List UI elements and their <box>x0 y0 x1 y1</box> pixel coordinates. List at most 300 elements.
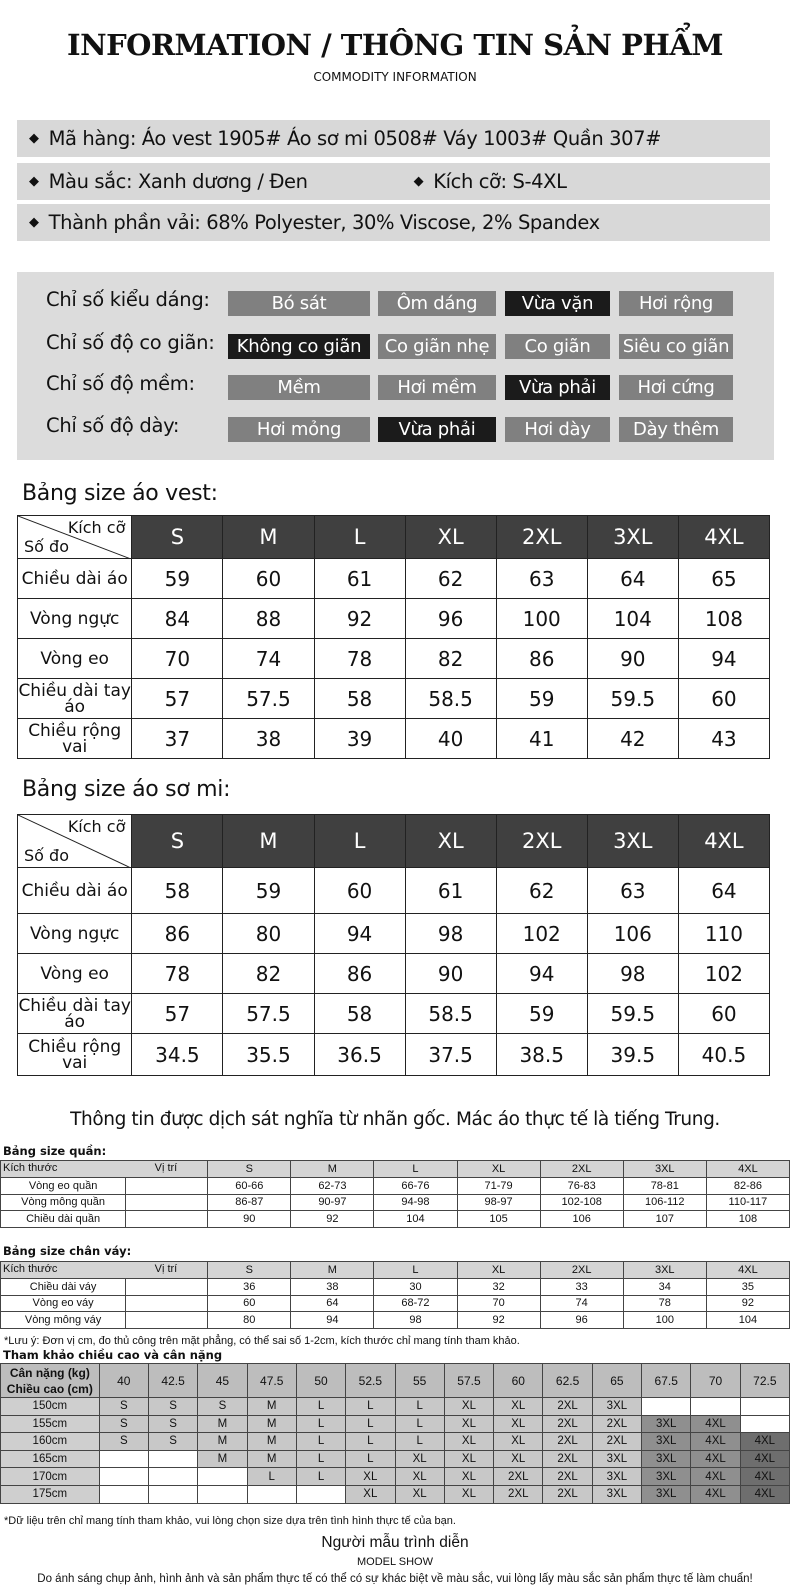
size-cell <box>198 1485 247 1503</box>
row-label: Chiều dài áo <box>18 868 132 914</box>
table-cell: 100 <box>496 599 587 639</box>
table-corner-cell <box>18 516 132 559</box>
row-label: Chiều dài quần <box>1 1211 126 1228</box>
table-cell: 74 <box>223 639 314 679</box>
table-cell: 34.5 <box>132 1034 223 1076</box>
size-cell: XL <box>494 1398 543 1416</box>
size-header-cell: 3XL <box>587 516 678 559</box>
height-weight-table <box>0 1363 790 1504</box>
table-cell: 94 <box>291 1312 374 1329</box>
table-cell: 90-97 <box>291 1194 374 1211</box>
table-cell: 39.5 <box>587 1034 678 1076</box>
index-option: Siêu co giãn <box>619 334 733 359</box>
table-cell: 59 <box>496 679 587 719</box>
table-cell: 63 <box>587 868 678 914</box>
index-option: Không co giãn <box>228 334 370 359</box>
size-cell: 3XL <box>592 1398 641 1416</box>
pants-size-table <box>0 1160 790 1228</box>
table-cell: 68-72 <box>374 1295 457 1312</box>
size-header-cell: L <box>314 516 405 559</box>
empty-cell <box>126 1278 208 1295</box>
info-code-row <box>17 120 770 157</box>
index-option: Bó sát <box>228 291 370 316</box>
table-cell: 64 <box>587 559 678 599</box>
corner-right-label: Vị trí <box>154 1162 178 1174</box>
table-cell: 86 <box>496 639 587 679</box>
size-cell: L <box>247 1468 296 1486</box>
table-cell: 104 <box>587 599 678 639</box>
table-row <box>18 868 770 914</box>
table-cell: 61 <box>314 559 405 599</box>
weight-header-row <box>1 1364 790 1398</box>
size-cell: XL <box>444 1450 493 1468</box>
table-cell: 78 <box>314 639 405 679</box>
size-header-cell: 2XL <box>540 1161 623 1178</box>
size-cell: 4XL <box>691 1433 740 1451</box>
table-cell: 38.5 <box>496 1034 587 1076</box>
table-cell: 84 <box>132 599 223 639</box>
table-row <box>18 719 770 759</box>
table-cell: 110-117 <box>706 1194 789 1211</box>
empty-cell <box>126 1194 208 1211</box>
size-header-cell: M <box>223 815 314 868</box>
size-cell: 2XL <box>543 1433 592 1451</box>
size-cell: L <box>346 1433 395 1451</box>
table-cell: 94 <box>496 954 587 994</box>
table-cell: 86 <box>314 954 405 994</box>
size-cell: 3XL <box>642 1450 691 1468</box>
index-option: Vừa phải <box>505 375 610 400</box>
table-cell: 59 <box>132 559 223 599</box>
table-cell: 92 <box>457 1312 540 1329</box>
size-header-cell: 4XL <box>706 1262 789 1279</box>
table-cell: 37 <box>132 719 223 759</box>
table-cell: 80 <box>223 914 314 954</box>
size-header-cell: 4XL <box>678 516 769 559</box>
table-cell: 80 <box>208 1312 291 1329</box>
size-cell: 3XL <box>642 1415 691 1433</box>
info-color: Màu sắc: Xanh dương / Đen <box>48 170 308 193</box>
size-cell: L <box>346 1415 395 1433</box>
size-cell: M <box>247 1433 296 1451</box>
table-row <box>18 914 770 954</box>
table-cell: 96 <box>540 1312 623 1329</box>
table-cell: 60 <box>678 994 769 1034</box>
info-code: Mã hàng: Áo vest 1905# Áo sơ mi 0508# Váy 1003# Quần 307# <box>48 127 662 150</box>
size-header-cell: S <box>208 1161 291 1178</box>
height-label: 175cm <box>1 1485 100 1503</box>
size-cell: 4XL <box>740 1485 789 1503</box>
size-header-cell: 3XL <box>587 815 678 868</box>
corner-bottom-label: Số đo <box>24 846 69 865</box>
table-cell: 107 <box>623 1211 706 1228</box>
size-cell: L <box>296 1433 345 1451</box>
size-cell: S <box>148 1398 197 1416</box>
index-option: Hơi mỏng <box>228 417 370 442</box>
table-cell: 59 <box>223 868 314 914</box>
shirt-size-table <box>17 814 770 1076</box>
size-header-cell: 3XL <box>623 1262 706 1279</box>
size-cell: 3XL <box>592 1468 641 1486</box>
row-label: Vòng mông váy <box>1 1312 126 1329</box>
weight-header-cell: 55 <box>395 1364 444 1398</box>
empty-cell <box>126 1211 208 1228</box>
weight-header-cell: 52.5 <box>346 1364 395 1398</box>
empty-cell <box>126 1312 208 1329</box>
table-cell: 78 <box>132 954 223 994</box>
table-cell: 105 <box>457 1211 540 1228</box>
size-cell: 2XL <box>543 1415 592 1433</box>
table-cell: 94-98 <box>374 1194 457 1211</box>
row-label: Vòng mông quần <box>1 1194 126 1211</box>
table-cell: 57 <box>132 994 223 1034</box>
size-header-cell: XL <box>457 1262 540 1279</box>
size-cell: 4XL <box>740 1433 789 1451</box>
table-row <box>18 559 770 599</box>
skirt-size-title: Bảng size chân váy: <box>3 1244 132 1258</box>
size-header-row <box>18 516 770 559</box>
table-cell: 102 <box>678 954 769 994</box>
size-cell: S <box>148 1415 197 1433</box>
weight-header-cell: 42.5 <box>148 1364 197 1398</box>
size-header-cell: S <box>132 815 223 868</box>
table-cell: 60 <box>208 1295 291 1312</box>
model-show-subtitle: MODEL SHOW <box>357 1556 433 1568</box>
height-label: 155cm <box>1 1415 100 1433</box>
table-cell: 58.5 <box>405 994 496 1034</box>
table-cell: 35 <box>706 1278 789 1295</box>
size-cell: 4XL <box>691 1415 740 1433</box>
table-cell: 62-73 <box>291 1177 374 1194</box>
table-cell: 92 <box>706 1295 789 1312</box>
table-cell: 38 <box>291 1278 374 1295</box>
table-cell: 94 <box>314 914 405 954</box>
size-cell: L <box>296 1468 345 1486</box>
height-weight-title: Tham khảo chiều cao và cân nặng <box>3 1348 223 1362</box>
table-row <box>1 1450 790 1468</box>
table-cell: 70 <box>457 1295 540 1312</box>
table-row <box>18 639 770 679</box>
corner-bottom-label: Chiều cao (cm) <box>6 1381 93 1396</box>
table-cell: 58.5 <box>405 679 496 719</box>
table-cell: 60 <box>314 868 405 914</box>
size-cell <box>740 1415 789 1433</box>
size-cell: 3XL <box>592 1450 641 1468</box>
size-cell: XL <box>346 1468 395 1486</box>
index-option: Hơi dày <box>505 417 610 442</box>
empty-cell <box>126 1177 208 1194</box>
size-header-cell: M <box>223 516 314 559</box>
index-option: Co giãn <box>505 334 610 359</box>
table-cell: 62 <box>496 868 587 914</box>
table-row <box>18 599 770 639</box>
size-cell: 4XL <box>691 1468 740 1486</box>
table-row <box>1 1415 790 1433</box>
weight-header-cell: 50 <box>296 1364 345 1398</box>
table-corner-cell <box>18 815 132 868</box>
index-option: Mềm <box>228 375 370 400</box>
row-label: Vòng ngực <box>18 599 132 639</box>
size-cell: XL <box>494 1450 543 1468</box>
size-header-cell: 3XL <box>623 1161 706 1178</box>
table-cell: 60-66 <box>208 1177 291 1194</box>
size-cell: S <box>99 1415 148 1433</box>
table-cell: 108 <box>678 599 769 639</box>
size-header-cell: L <box>374 1161 457 1178</box>
table-cell: 37.5 <box>405 1034 496 1076</box>
table-cell: 90 <box>587 639 678 679</box>
size-cell: 4XL <box>691 1485 740 1503</box>
table-cell: 92 <box>314 599 405 639</box>
table-cell: 104 <box>374 1211 457 1228</box>
table-cell: 39 <box>314 719 405 759</box>
row-label: Chiều dài tay áo <box>18 995 131 1032</box>
size-cell: M <box>247 1398 296 1416</box>
corner-right-label: Vị trí <box>154 1263 178 1275</box>
table-cell: 42 <box>587 719 678 759</box>
size-header-cell: 2XL <box>496 516 587 559</box>
size-cell: 4XL <box>691 1450 740 1468</box>
table-row <box>1 1398 790 1416</box>
height-label: 165cm <box>1 1450 100 1468</box>
index-option: Hơi mềm <box>378 375 496 400</box>
table-cell: 59.5 <box>587 994 678 1034</box>
row-label: Chiều dài tay áo <box>18 680 131 717</box>
size-cell: XL <box>444 1415 493 1433</box>
size-cell: XL <box>444 1485 493 1503</box>
height-label: 170cm <box>1 1468 100 1486</box>
size-cell: XL <box>494 1433 543 1451</box>
table-cell: 58 <box>132 868 223 914</box>
size-cell <box>148 1450 197 1468</box>
size-cell: 2XL <box>494 1485 543 1503</box>
weight-header-cell: 45 <box>198 1364 247 1398</box>
table-cell: 64 <box>291 1295 374 1312</box>
table-cell: 64 <box>678 868 769 914</box>
weight-header-cell: 60 <box>494 1364 543 1398</box>
size-cell: XL <box>395 1468 444 1486</box>
table-cell: 62 <box>405 559 496 599</box>
size-header-cell: L <box>314 815 405 868</box>
size-cell: L <box>346 1450 395 1468</box>
weight-header-cell: 40 <box>99 1364 148 1398</box>
table-cell: 86 <box>132 914 223 954</box>
height-label: 160cm <box>1 1433 100 1451</box>
size-cell: M <box>198 1415 247 1433</box>
diamond-bullet-icon: ◆ <box>29 131 39 146</box>
table-cell: 57.5 <box>223 679 314 719</box>
size-cell: M <box>247 1450 296 1468</box>
size-cell: XL <box>346 1485 395 1503</box>
info-fabric-row <box>17 204 770 241</box>
table-row <box>1 1312 790 1329</box>
measurement-note: *Lưu ý: Đơn vị cm, đo thủ công trên mặt phẳng, có thể sai số 1-2cm, kích thước chỉ mang tính tham khảo. <box>4 1335 520 1347</box>
size-cell: M <box>247 1415 296 1433</box>
size-header-cell: 4XL <box>678 815 769 868</box>
corner-top-label: Kích cỡ <box>67 518 126 537</box>
size-cell <box>642 1398 691 1416</box>
pants-size-title: Bảng size quần: <box>3 1144 107 1158</box>
table-row <box>1 1194 790 1211</box>
table-row <box>18 679 770 719</box>
table-cell: 40.5 <box>678 1034 769 1076</box>
size-cell: L <box>395 1398 444 1416</box>
table-cell: 35.5 <box>223 1034 314 1076</box>
table-cell: 110 <box>678 914 769 954</box>
corner-bottom-label: Số đo <box>24 537 69 556</box>
table-cell: 32 <box>457 1278 540 1295</box>
size-cell: 4XL <box>740 1450 789 1468</box>
skirt-size-table <box>0 1261 790 1329</box>
row-label: Chiều rộng vai <box>18 719 132 759</box>
shirt-size-title: Bảng size áo sơ mi: <box>22 777 231 802</box>
size-cell: 2XL <box>543 1468 592 1486</box>
table-row <box>18 994 770 1034</box>
table-cell: 57 <box>132 679 223 719</box>
table-cell: 82 <box>223 954 314 994</box>
size-cell: L <box>395 1433 444 1451</box>
table-row <box>1 1177 790 1194</box>
table-cell: 60 <box>223 559 314 599</box>
size-cell: 2XL <box>494 1468 543 1486</box>
table-cell: 59 <box>496 994 587 1034</box>
index-label: Chỉ số kiểu dáng: <box>46 288 210 311</box>
weight-header-cell: 72.5 <box>740 1364 789 1398</box>
size-cell: S <box>198 1398 247 1416</box>
diamond-bullet-icon: ◆ <box>29 215 39 230</box>
table-row <box>1 1468 790 1486</box>
size-cell: L <box>296 1415 345 1433</box>
table-cell: 90 <box>405 954 496 994</box>
table-cell: 66-76 <box>374 1177 457 1194</box>
table-cell: 92 <box>291 1211 374 1228</box>
size-cell <box>99 1485 148 1503</box>
table-row <box>1 1278 790 1295</box>
corner-top-label: Cân nặng (kg) <box>9 1365 90 1380</box>
size-cell: L <box>395 1415 444 1433</box>
diamond-bullet-icon: ◆ <box>29 174 39 189</box>
weight-header-cell: 57.5 <box>444 1364 493 1398</box>
size-header-cell: XL <box>405 516 496 559</box>
index-option: Ôm dáng <box>378 291 496 316</box>
row-label: Vòng ngực <box>18 914 132 954</box>
table-row <box>18 1034 770 1076</box>
table-cell: 34 <box>623 1278 706 1295</box>
table-cell: 96 <box>405 599 496 639</box>
page-title: INFORMATION / THÔNG TIN SẢN PHẨM <box>67 28 723 62</box>
table-cell: 71-79 <box>457 1177 540 1194</box>
table-cell: 106 <box>587 914 678 954</box>
corner-left-label: Kích thước <box>3 1162 58 1174</box>
table-cell: 74 <box>540 1295 623 1312</box>
table-row <box>18 954 770 994</box>
model-show-title: Người mẫu trình diễn <box>321 1534 469 1551</box>
corner-top-label: Kích cỡ <box>67 817 126 836</box>
size-header-cell: S <box>208 1262 291 1279</box>
translation-note: Thông tin được dịch sát nghĩa từ nhãn gốc. Mác áo thực tế là tiếng Trung. <box>70 1109 720 1130</box>
size-header-cell: 2XL <box>496 815 587 868</box>
table-cell: 88 <box>223 599 314 639</box>
size-cell: 2XL <box>592 1433 641 1451</box>
size-cell: 3XL <box>642 1433 691 1451</box>
table-cell: 100 <box>623 1312 706 1329</box>
size-cell <box>99 1468 148 1486</box>
table-cell: 90 <box>208 1211 291 1228</box>
table-cell: 104 <box>706 1312 789 1329</box>
corner-left-label: Kích thước <box>3 1263 58 1275</box>
size-cell: 3XL <box>642 1485 691 1503</box>
info-color-size-row <box>17 163 770 200</box>
index-option: Hơi rộng <box>619 291 733 316</box>
table-cell: 106-112 <box>623 1194 706 1211</box>
row-label: Vòng eo quần <box>1 1177 126 1194</box>
size-cell <box>99 1450 148 1468</box>
table-cell: 98 <box>374 1312 457 1329</box>
table-row <box>1 1295 790 1312</box>
size-cell: S <box>99 1398 148 1416</box>
index-option: Vừa vặn <box>505 291 610 316</box>
size-cell: 4XL <box>740 1468 789 1486</box>
index-option: Dày thêm <box>619 417 733 442</box>
size-cell: 3XL <box>642 1468 691 1486</box>
info-fabric: Thành phần vải: 68% Polyester, 30% Viscose, 2% Spandex <box>48 211 600 234</box>
vest-size-title: Bảng size áo vest: <box>22 481 218 506</box>
table-corner-cell <box>1 1364 100 1398</box>
table-cell: 70 <box>132 639 223 679</box>
index-option: Vừa phải <box>378 417 496 442</box>
table-cell: 98-97 <box>457 1194 540 1211</box>
table-cell: 61 <box>405 868 496 914</box>
size-cell: XL <box>444 1433 493 1451</box>
weight-header-cell: 47.5 <box>247 1364 296 1398</box>
table-cell: 41 <box>496 719 587 759</box>
size-header-row <box>18 815 770 868</box>
table-corner-cell <box>1 1161 208 1178</box>
table-cell: 102-108 <box>540 1194 623 1211</box>
size-cell <box>691 1398 740 1416</box>
table-row <box>1 1211 790 1228</box>
row-label: Vòng eo váy <box>1 1295 126 1312</box>
size-cell <box>296 1485 345 1503</box>
color-disclaimer: Do ánh sáng chụp ảnh, hình ảnh và sản phẩm thực tế có thể có sự khác biệt về màu sắc, vui lòng lấy màu sắc sản phẩm thực tế làm chuẩn! <box>37 1573 753 1585</box>
table-row <box>1 1433 790 1451</box>
table-cell: 43 <box>678 719 769 759</box>
table-cell: 65 <box>678 559 769 599</box>
size-header-cell: S <box>132 516 223 559</box>
table-cell: 33 <box>540 1278 623 1295</box>
size-cell: XL <box>395 1450 444 1468</box>
table-cell: 82-86 <box>706 1177 789 1194</box>
table-cell: 106 <box>540 1211 623 1228</box>
row-label: Chiều dài áo <box>18 559 132 599</box>
index-label: Chỉ số độ co giãn: <box>46 331 215 354</box>
table-cell: 36 <box>208 1278 291 1295</box>
size-cell: 2XL <box>543 1485 592 1503</box>
table-cell: 102 <box>496 914 587 954</box>
size-cell: XL <box>444 1398 493 1416</box>
table-cell: 94 <box>678 639 769 679</box>
row-label: Chiều dài váy <box>1 1278 126 1295</box>
table-corner-cell <box>1 1262 208 1279</box>
table-cell: 57.5 <box>223 994 314 1034</box>
height-label: 150cm <box>1 1398 100 1416</box>
table-cell: 86-87 <box>208 1194 291 1211</box>
reference-data-note: *Dữ liệu trên chỉ mang tính tham khảo, vui lòng chọn size dựa trên tình hình thực tế của bạn. <box>4 1515 456 1527</box>
row-label: Vòng eo <box>18 639 132 679</box>
page-subtitle: COMMODITY INFORMATION <box>313 70 477 84</box>
size-cell: XL <box>444 1468 493 1486</box>
index-label: Chỉ số độ dày: <box>46 414 180 437</box>
